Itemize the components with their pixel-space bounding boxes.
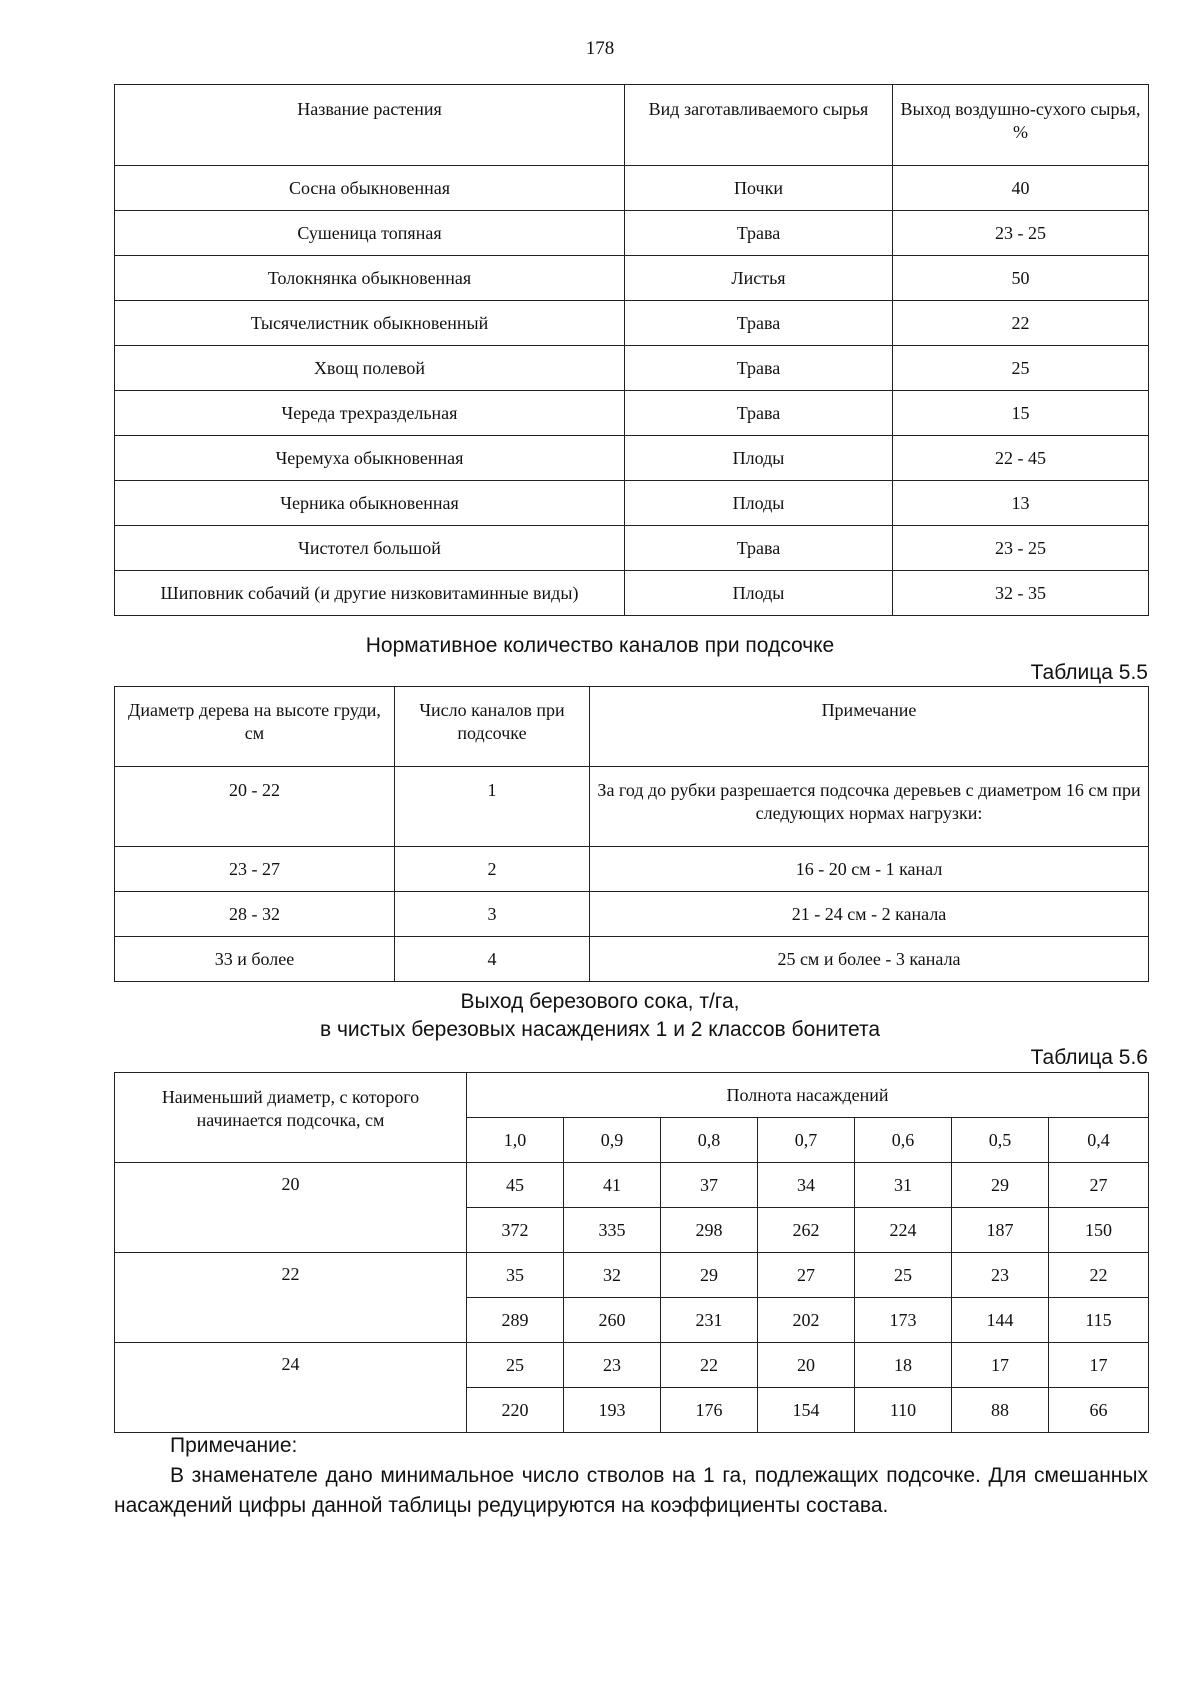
table-header-row: [115, 687, 1149, 767]
min-diameter-cell: 20: [115, 1163, 467, 1253]
stem-count-cell: 66: [1049, 1388, 1149, 1433]
header-stand-density: Полнота насаждений: [467, 1073, 1149, 1118]
yield-cell: 23 - 25: [893, 526, 1149, 571]
min-diameter-cell: 22: [115, 1253, 467, 1343]
raw-type-cell: Трава: [625, 301, 893, 346]
plant-name-cell: Сосна обыкновенная: [115, 166, 625, 211]
yield-cell: 32 - 35: [893, 571, 1149, 616]
table-row: [115, 301, 1149, 346]
stem-count-cell: 115: [1049, 1298, 1149, 1343]
diameter-cell: 20 - 22: [115, 767, 395, 847]
sap-yield-cell: 20: [758, 1343, 855, 1388]
sap-yield-cell: 22: [1049, 1253, 1149, 1298]
header-diameter: Диаметр дерева на высоте груди, см: [115, 687, 395, 767]
channels-cell: 2: [395, 847, 590, 892]
page-number: 178: [585, 38, 615, 59]
plant-name-cell: Черемуха обыкновенная: [115, 436, 625, 481]
sap-yield-cell: 23: [564, 1343, 661, 1388]
density-value-cell: 0,6: [855, 1118, 952, 1163]
note-cell: 21 - 24 см - 2 канала: [590, 892, 1149, 937]
yield-cell: 15: [893, 391, 1149, 436]
plant-name-cell: Черника обыкновенная: [115, 481, 625, 526]
stem-count-cell: 202: [758, 1298, 855, 1343]
plant-name-cell: Чистотел большой: [115, 526, 625, 571]
table-row: [115, 937, 1149, 982]
stem-count-cell: 289: [467, 1298, 564, 1343]
table-row: [115, 391, 1149, 436]
raw-type-cell: Плоды: [625, 571, 893, 616]
density-value-cell: 1,0: [467, 1118, 564, 1163]
table-header-row: [115, 85, 1149, 166]
plant-name-cell: Шиповник собачий (и другие низковитаминные виды): [115, 571, 625, 616]
stem-count-cell: 298: [661, 1208, 758, 1253]
raw-type-cell: Трава: [625, 211, 893, 256]
plant-name-cell: Хвощ полевой: [115, 346, 625, 391]
table-row: [115, 847, 1149, 892]
density-value-cell: 0,9: [564, 1118, 661, 1163]
table-row: [115, 1253, 1149, 1298]
table-row: [115, 767, 1149, 847]
stem-count-cell: 176: [661, 1388, 758, 1433]
density-value-cell: 0,5: [952, 1118, 1049, 1163]
stem-count-cell: 193: [564, 1388, 661, 1433]
table-row: [115, 256, 1149, 301]
table-row: [115, 892, 1149, 937]
stem-count-cell: 150: [1049, 1208, 1149, 1253]
plant-name-cell: Череда трехраздельная: [115, 391, 625, 436]
note-title: Примечание:: [170, 1434, 298, 1457]
sap-yield-cell: 27: [758, 1253, 855, 1298]
note-cell: 25 см и более - 3 канала: [590, 937, 1149, 982]
plant-name-cell: Сушеница топяная: [115, 211, 625, 256]
sap-yield-cell: 34: [758, 1163, 855, 1208]
channels-cell: 1: [395, 767, 590, 847]
stem-count-cell: 260: [564, 1298, 661, 1343]
yield-cell: 50: [893, 256, 1149, 301]
sap-yield-cell: 35: [467, 1253, 564, 1298]
sap-yield-cell: 17: [1049, 1343, 1149, 1388]
note-cell: 16 - 20 см - 1 канал: [590, 847, 1149, 892]
note-text: В знаменателе дано минимальное число стволов на 1 га, подлежащих подсочке. Для смешанных насаждений цифры данной таблицы редуцируются на коэффициенты состава.: [114, 1464, 1148, 1517]
density-value-cell: 0,4: [1049, 1118, 1149, 1163]
sap-yield-cell: 37: [661, 1163, 758, 1208]
yield-cell: 22: [893, 301, 1149, 346]
stem-count-cell: 144: [952, 1298, 1049, 1343]
channels-cell: 3: [395, 892, 590, 937]
yield-cell: 23 - 25: [893, 211, 1149, 256]
raw-type-cell: Трава: [625, 391, 893, 436]
channels-cell: 4: [395, 937, 590, 982]
stem-count-cell: 231: [661, 1298, 758, 1343]
table-5-6-label: Таблица 5.6: [1030, 1046, 1148, 1069]
raw-type-cell: Листья: [625, 256, 893, 301]
birch-sap-table: [114, 1072, 1149, 1433]
sap-yield-cell: 25: [855, 1253, 952, 1298]
raw-type-cell: Плоды: [625, 436, 893, 481]
plant-name-cell: Тысячелистник обыкновенный: [115, 301, 625, 346]
table-row: [115, 571, 1149, 616]
header-note: Примечание: [590, 687, 1149, 767]
table-5-6-title-line2: в чистых березовых насаждениях 1 и 2 классов бонитета: [319, 1018, 881, 1041]
diameter-cell: 28 - 32: [115, 892, 395, 937]
sap-yield-cell: 25: [467, 1343, 564, 1388]
min-diameter-cell: 24: [115, 1343, 467, 1433]
table-row: [115, 1343, 1149, 1388]
sap-yield-cell: 27: [1049, 1163, 1149, 1208]
stem-count-cell: 224: [855, 1208, 952, 1253]
plant-name-cell: Толокнянка обыкновенная: [115, 256, 625, 301]
density-value-cell: 0,7: [758, 1118, 855, 1163]
raw-type-cell: Плоды: [625, 481, 893, 526]
table-5-5-label: Таблица 5.5: [1030, 661, 1148, 684]
table-5-6-title-line1: Выход березового сока, т/га,: [460, 990, 740, 1013]
sap-yield-cell: 41: [564, 1163, 661, 1208]
raw-type-cell: Трава: [625, 526, 893, 571]
header-min-diameter: Наименьший диаметр, с которого начинается подсочка, см: [115, 1073, 467, 1163]
sap-yield-cell: 45: [467, 1163, 564, 1208]
sap-yield-cell: 29: [952, 1163, 1049, 1208]
table-row: [115, 346, 1149, 391]
header-channels: Число каналов при подсочке: [395, 687, 590, 767]
yield-cell: 25: [893, 346, 1149, 391]
herb-yield-table: [114, 84, 1149, 616]
table-row: [115, 211, 1149, 256]
table-row: [115, 1163, 1149, 1208]
sap-yield-cell: 23: [952, 1253, 1049, 1298]
stem-count-cell: 110: [855, 1388, 952, 1433]
sap-yield-cell: 32: [564, 1253, 661, 1298]
diameter-cell: 23 - 27: [115, 847, 395, 892]
header-plant-name: Название растения: [115, 85, 625, 166]
note-cell: За год до рубки разрешается подсочка деревьев с диаметром 16 см при следующих нормах нагрузки:: [590, 767, 1149, 847]
stem-count-cell: 154: [758, 1388, 855, 1433]
raw-type-cell: Трава: [625, 346, 893, 391]
header-yield: Выход воздушно-сухого сырья, %: [893, 85, 1149, 166]
table-5-5-title: Нормативное количество каналов при подсочке: [365, 634, 835, 657]
sap-yield-cell: 17: [952, 1343, 1049, 1388]
stem-count-cell: 335: [564, 1208, 661, 1253]
sap-yield-cell: 22: [661, 1343, 758, 1388]
table-row: [115, 166, 1149, 211]
stem-count-cell: 220: [467, 1388, 564, 1433]
sap-yield-cell: 18: [855, 1343, 952, 1388]
table-header-row: [115, 1073, 1149, 1118]
stem-count-cell: 262: [758, 1208, 855, 1253]
sap-yield-cell: 31: [855, 1163, 952, 1208]
header-raw-type: Вид заготавливаемого сырья: [625, 85, 893, 166]
yield-cell: 40: [893, 166, 1149, 211]
yield-cell: 13: [893, 481, 1149, 526]
table-row: [115, 481, 1149, 526]
sap-yield-cell: 29: [661, 1253, 758, 1298]
diameter-cell: 33 и более: [115, 937, 395, 982]
stem-count-cell: 88: [952, 1388, 1049, 1433]
density-value-cell: 0,8: [661, 1118, 758, 1163]
table-row: [115, 436, 1149, 481]
table-row: [115, 526, 1149, 571]
yield-cell: 22 - 45: [893, 436, 1149, 481]
stem-count-cell: 187: [952, 1208, 1049, 1253]
raw-type-cell: Почки: [625, 166, 893, 211]
stem-count-cell: 372: [467, 1208, 564, 1253]
stem-count-cell: 173: [855, 1298, 952, 1343]
tapping-channels-table: [114, 686, 1149, 982]
